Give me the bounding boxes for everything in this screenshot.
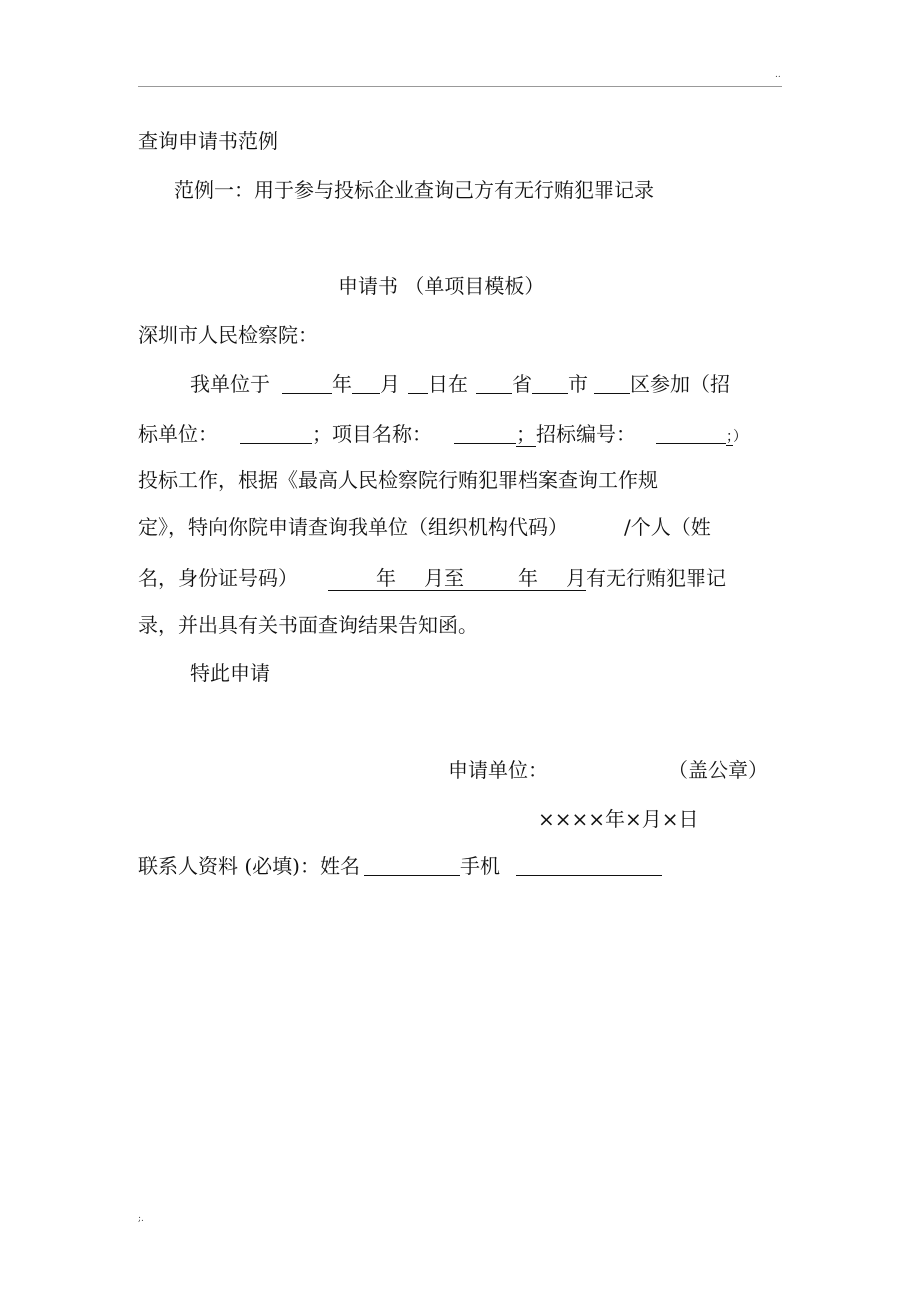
body-text: ；	[312, 422, 332, 446]
blank-day[interactable]	[408, 373, 428, 394]
body-text: 名，身份证号码）	[138, 566, 298, 590]
body-line-2	[138, 421, 747, 450]
blank-month[interactable]	[352, 373, 380, 394]
body-text: 市	[568, 372, 588, 396]
blank-year[interactable]	[282, 373, 332, 394]
contact-phone-label: 手机	[459, 854, 500, 878]
period-year-1: 年	[376, 566, 396, 590]
period-month-2: 月	[566, 566, 586, 590]
body-text: 有无行贿犯罪记	[586, 566, 726, 590]
contact-line	[138, 853, 662, 879]
addressee: 深圳市人民检察院：	[138, 323, 318, 347]
blank-period[interactable]	[328, 566, 586, 591]
body-text: 定》，特向你院申请查询我单位（组织机构代码）	[138, 515, 568, 539]
blank-district[interactable]	[594, 373, 630, 394]
body-line-3: 投标工作，根据《最高人民检察院行贿犯罪档案查询工作规	[138, 468, 658, 492]
blank-contact-name[interactable]	[364, 855, 460, 876]
blank-tender-unit[interactable]	[240, 423, 312, 444]
body-text: 日在	[428, 372, 468, 396]
blank-tender-number[interactable]	[656, 423, 726, 444]
header-mark: ..	[775, 70, 781, 80]
document-heading: 查询申请书范例	[138, 129, 278, 153]
form-title: 申请书 （单项目模板）	[338, 274, 545, 298]
closing-text: 特此申请	[190, 661, 270, 685]
body-text: 我单位于	[190, 372, 270, 396]
contact-label: 联系人资料 (必填)：	[138, 854, 320, 878]
body-text: 区参加（招	[630, 372, 730, 396]
body-line-1	[190, 371, 730, 397]
body-text: 招标编号：	[536, 422, 636, 446]
period-year-2: 年	[518, 566, 538, 590]
blank-province[interactable]	[476, 373, 512, 394]
body-text: 项目名称：	[332, 422, 432, 446]
body-text: ；	[516, 422, 536, 446]
contact-name-label: 姓名	[319, 854, 360, 878]
date-placeholder: ××××年×月×日	[538, 807, 699, 831]
body-text: ；	[726, 429, 733, 445]
blank-contact-phone[interactable]	[516, 855, 662, 876]
period-month-to: 月至	[424, 566, 464, 590]
seal-note: （盖公章）	[668, 758, 768, 782]
body-text: 标单位：	[138, 422, 218, 446]
body-text: ）	[733, 429, 747, 445]
blank-city[interactable]	[532, 373, 568, 394]
body-line-5	[138, 565, 726, 591]
body-text: 年	[332, 372, 352, 396]
body-line-4	[138, 514, 711, 540]
example-title: 范例一：用于参与投标企业查询己方有无行贿犯罪记录	[174, 178, 654, 202]
body-text: /个人（姓	[624, 515, 711, 539]
body-text: 省	[512, 372, 532, 396]
header-rule	[138, 86, 782, 87]
blank-project-name[interactable]	[454, 423, 516, 444]
applicant-label: 申请单位：	[448, 758, 548, 782]
body-line-6: 录，并出具有关书面查询结果告知函。	[138, 613, 478, 637]
footer-mark: ;.	[138, 1214, 144, 1224]
body-text: 月	[380, 372, 400, 396]
